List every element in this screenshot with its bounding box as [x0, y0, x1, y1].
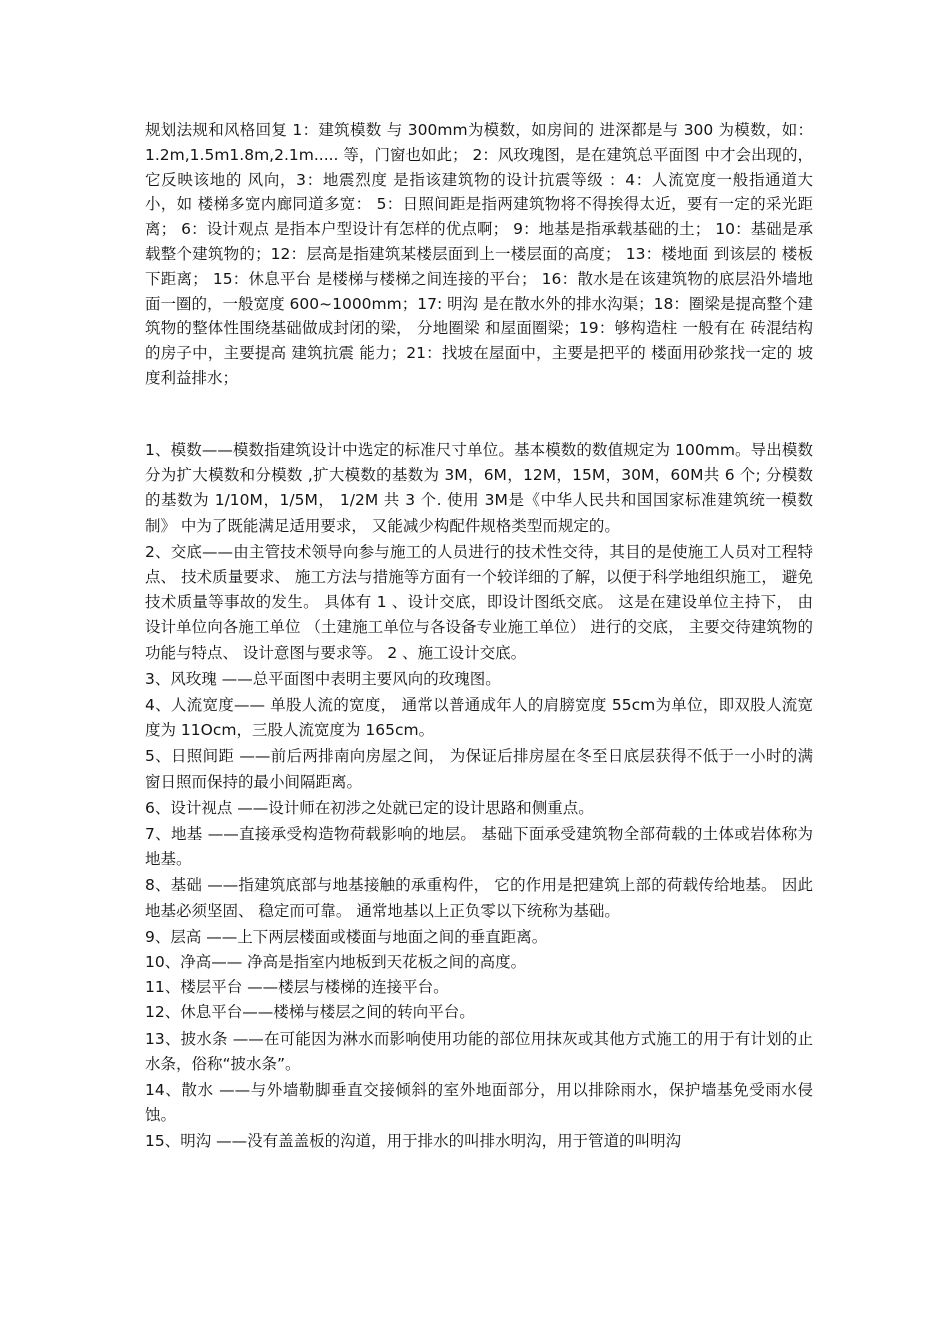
definition-item: 7、地基 ——直接承受构造物荷载影响的地层。 基础下面承受建筑物全部荷载的土体或岩体称为地基。 [145, 825, 813, 869]
definition-item: 4、人流宽度—— 单股人流的宽度， 通常以普通成年人的肩膀宽度 55cm为单位，即双股人流宽度为 11Ocm，三股人流宽度为 165cm。 [145, 696, 813, 740]
intro-paragraph: 规划法规和风格回复 1：建筑模数 与 300mm为模数，如房间的 进深都是与 300 为模数，如： 1.2m,1.5m1.8m,2.1m..... 等，门窗也如此； 2：风玫瑰图，是在建筑总平面图 中才会出现的，它反映该地的 风向，3：地震烈度 是指该建筑物的设计抗震等级 ：4：人流宽度一般指通道大小，如 楼梯多宽内廊同道多宽： 5：日照间距是指两建筑物将不得挨得太近，要有一定的采光距离； 6：设计观点 是指本户型设计有怎样的优点啊； 9：地基是指承载基础的土； 10：基础是承载整个建筑物的；12：层高是指建筑某楼层面到上一楼层面的高度； 13：楼地面 到该层的 楼板下距离； 15：休息平台 是楼梯与楼梯之间连接的平台； 16：散水是在该建筑物的底层沿外墙地面一圈的，一般宽度 600~1000mm；17: 明沟 是在散水外的排水沟渠；18：圈梁是提高整个建筑物的整体性围绕基础做成封闭的梁， 分地圈梁 和屋面圈梁；19：够构造柱 一般有在 砖混结构 的房子中，主要提高 建筑抗震 能力；21：找坡在屋面中，主要是把平的 楼面用砂浆找一定的 坡度利益排水； [145, 121, 813, 387]
definitions-list [145, 438, 813, 1155]
definition-item: 10、净高—— 净高是指室内地板到天花板之间的高度。 [145, 953, 527, 972]
definition-item: 5、日照间距 ——前后两排南向房屋之间， 为保证后排房屋在冬至日底层获得不低于一小时的满窗日照而保持的最小间隔距离。 [145, 747, 813, 791]
definition-item: 9、层高 ——上下两层楼面或楼面与地面之间的垂直距离。 [145, 927, 548, 946]
definition-item: 14、散水 ——与外墙勒脚垂直交接倾斜的室外地面部分，用以排除雨水，保护墙基免受雨水侵蚀。 [145, 1081, 813, 1125]
definition-item: 8、基础 ——指建筑底部与地基接触的承重构件， 它的作用是把建筑上部的荷载传给地基。 因此地基必须坚固、 稳定而可靠。 通常地基以上正负零以下统称为基础。 [145, 876, 813, 920]
definition-item: 12、休息平台——楼梯与楼层之间的转向平台。 [145, 1003, 475, 1022]
definition-item: 13、披水条 ——在可能因为淋水而影响使用功能的部位用抹灰或其他方式施工的用于有计划的止水条，俗称“披水条”。 [145, 1029, 813, 1073]
definition-item: 1、模数——模数指建筑设计中选定的标准尺寸单位。基本模数的数值规定为 100mm。导出模数分为扩大模数和分模数 ,扩大模数的基数为 3M，6M，12M，15M，30M，60M共 6 个; 分模数的基数为 1/10M，1/5M， 1/2M 共 3 个. 使用 3M是《中华人民共和国国家标准建筑统一模数制》 中为了既能满足适用要求， 又能减少构配件规格类型而规定的。 [145, 441, 813, 535]
definition-item: 2、交底——由主管技术领导向参与施工的人员进行的技术性交待，其目的是使施工人员对工程特点、 技术质量要求、 施工方法与措施等方面有一个较详细的了解，以便于科学地组织施工， 避免技术质量等事故的发生。 具体有 1 、设计交底，即设计图纸交底。 这是在建设单位主持下， 由设计单位向各施工单位 （土建施工单位与各设备专业施工单位） 进行的交底， 主要交待建筑物的功能与特点、 设计意图与要求等。 2 、施工设计交底。 [145, 542, 813, 662]
definition-item: 6、设计视点 ——设计师在初涉之处就已定的设计思路和侧重点。 [145, 798, 594, 817]
definition-item: 11、楼层平台 ——楼层与楼梯的连接平台。 [145, 978, 449, 997]
definition-item: 15、明沟 ——没有盖盖板的沟道，用于排水的叫排水明沟，用于管道的叫明沟 [145, 1132, 682, 1151]
definition-item: 3、风玫瑰 ——总平面图中表明主要风向的玫瑰图。 [145, 669, 501, 688]
